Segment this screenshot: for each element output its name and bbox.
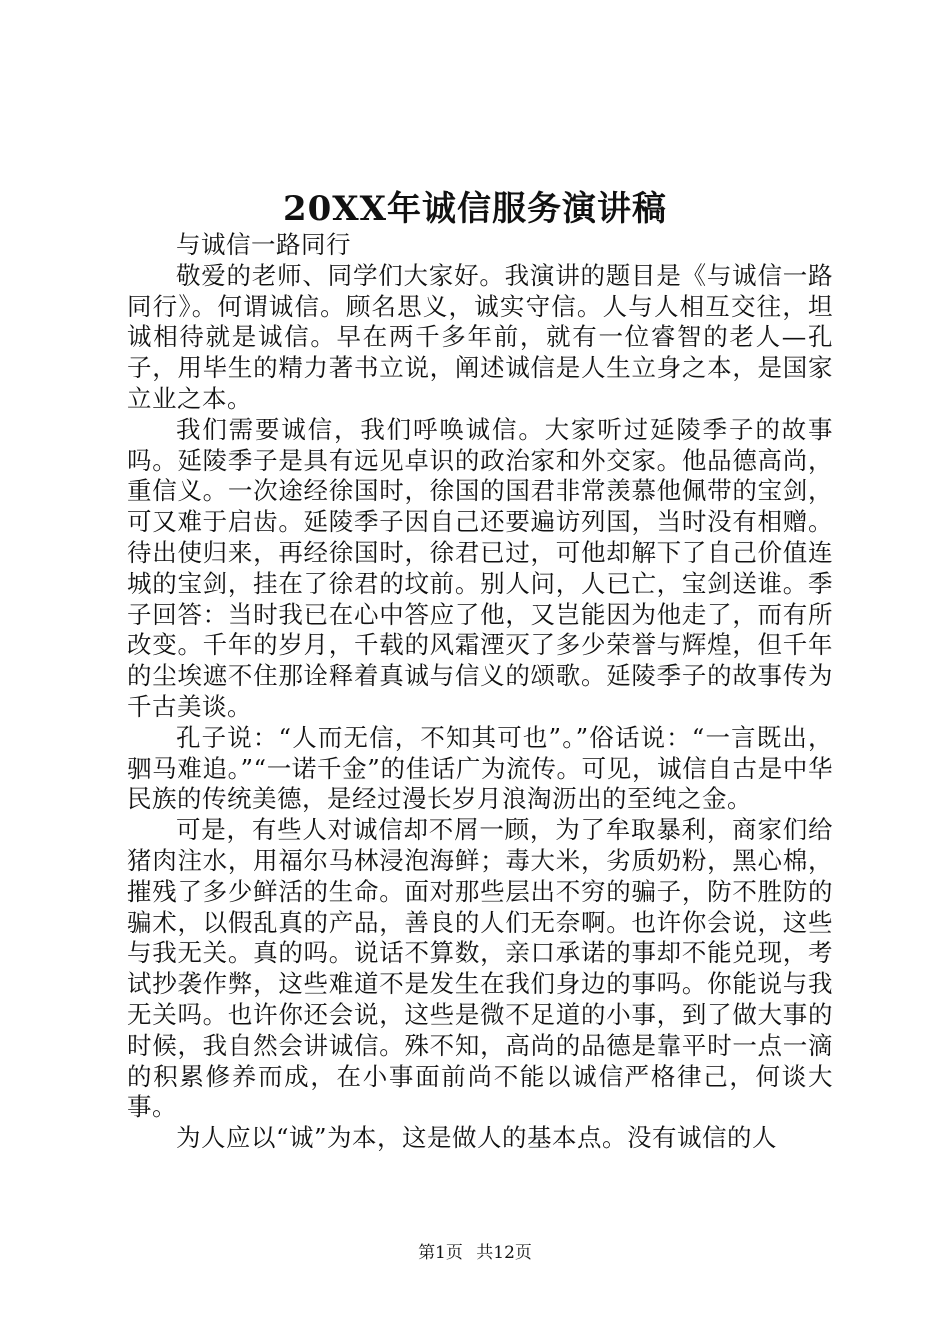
document-body <box>127 230 833 1154</box>
paragraph: 我们需要诚信，我们呼唤诚信。大家听过延陵季子的故事吗。延陵季子是具有远见卓识的政治家和外交家。他品德高尚，重信义。一次途经徐国时，徐国的国君非常羡慕他佩带的宝剑，可又难于启齿。延陵季子因自己还要遍访列国，当时没有相赠。待出使归来，再经徐国时，徐君已过，可他却解下了自己价值连城的宝剑，挂在了徐君的坟前。别人问，人已亡，宝剑送谁。季子回答：当时我已在心中答应了他，又岂能因为他走了，而有所改变。千年的岁月，千载的风霜湮灭了多少荣誉与辉煌，但千年的尘埃遮不住那诠释着真诚与信义的颂歌。延陵季子的故事传为千古美谈。 <box>127 414 833 721</box>
paragraph: 可是，有些人对诚信却不屑一顾，为了牟取暴利，商家们给猪肉注水，用福尔马林浸泡海鲜；毒大米，劣质奶粉，黑心棉，摧残了多少鲜活的生命。面对那些层出不穷的骗子，防不胜防的骗术，以假乱真的产品，善良的人们无奈啊。也许你会说，这些与我无关。真的吗。说话不算数，亲口承诺的事却不能兑现，考试抄袭作弊，这些难道不是发生在我们身边的事吗。你能说与我无关吗。也许你还会说，这些是微不足道的小事，到了做大事的时候，我自然会讲诚信。殊不知，高尚的品德是靠平时一点一滴的积累修养而成，在小事面前尚不能以诚信严格律己，何谈大事。 <box>127 815 833 1122</box>
paragraph: 为人应以“诚”为本，这是做人的基本点。没有诚信的人 <box>176 1123 778 1153</box>
paragraph: 孔子说：“人而无信，不知其可也”。”俗话说：“一言既出，驷马难追。”“一诺千金”的佳话广为流传。可见，诚信自古是中华民族的传统美德，是经过漫长岁月浪淘沥出的至纯之金。 <box>127 722 833 814</box>
paragraph: 敬爱的老师、同学们大家好。我演讲的题目是《与诚信一路同行》。何谓诚信。顾名思义，诚实守信。人与人相互交往，坦诚相待就是诚信。早在两千多年前，就有一位睿智的老人—孔子，用毕生的精力著书立说，阐述诚信是人生立身之本，是国家立业之本。 <box>127 260 833 413</box>
document-title: 20XX年诚信服务演讲稿 <box>282 189 668 229</box>
page-total: 共12页 <box>476 1243 532 1263</box>
paragraph-subtitle: 与诚信一路同行 <box>176 230 351 259</box>
page-footer <box>0 1240 950 1266</box>
page-number: 第1页 <box>418 1243 463 1263</box>
